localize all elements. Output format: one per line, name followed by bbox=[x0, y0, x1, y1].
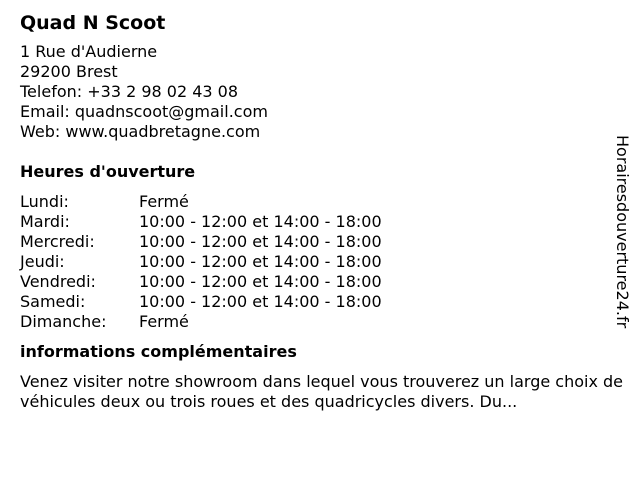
info-description: Venez visiter notre showroom dans lequel vous trouverez un large choix de véhicules deux ou trois roues et des quadricycles divers. Du... bbox=[20, 372, 624, 411]
hours-row-lundi bbox=[20, 192, 615, 212]
business-name: Quad N Scoot bbox=[20, 12, 166, 34]
hours-value: 10:00 - 12:00 et 14:00 - 18:00 bbox=[139, 232, 382, 251]
hours-day: Lundi: bbox=[20, 192, 69, 211]
contact-block bbox=[20, 42, 615, 142]
website: Web: www.quadbretagne.com bbox=[20, 122, 261, 141]
hours-value: Fermé bbox=[139, 192, 189, 211]
hours-day: Jeudi: bbox=[20, 252, 65, 271]
hours-value: 10:00 - 12:00 et 14:00 - 18:00 bbox=[139, 292, 382, 311]
hours-value: 10:00 - 12:00 et 14:00 - 18:00 bbox=[139, 272, 382, 291]
hours-value: 10:00 - 12:00 et 14:00 - 18:00 bbox=[139, 212, 382, 231]
phone-number: Telefon: +33 2 98 02 43 08 bbox=[20, 82, 239, 101]
hours-row-vendredi bbox=[20, 272, 615, 292]
hours-row-mardi bbox=[20, 212, 615, 232]
hours-table bbox=[20, 192, 615, 332]
info-heading: informations complémentaires bbox=[20, 342, 297, 361]
address-city: 29200 Brest bbox=[20, 62, 118, 81]
hours-row-jeudi bbox=[20, 252, 615, 272]
hours-day: Vendredi: bbox=[20, 272, 96, 291]
hours-heading: Heures d'ouverture bbox=[20, 162, 196, 181]
hours-value: Fermé bbox=[139, 312, 189, 331]
address-street: 1 Rue d'Audierne bbox=[20, 42, 158, 61]
hours-day: Dimanche: bbox=[20, 312, 107, 331]
hours-row-mercredi bbox=[20, 232, 615, 252]
hours-row-dimanche bbox=[20, 312, 615, 332]
email-address: Email: quadnscoot@gmail.com bbox=[20, 102, 268, 121]
site-watermark: Horairesdouverture24.fr bbox=[613, 135, 632, 329]
hours-day: Samedi: bbox=[20, 292, 86, 311]
hours-day: Mardi: bbox=[20, 212, 70, 231]
hours-row-samedi bbox=[20, 292, 615, 312]
hours-day: Mercredi: bbox=[20, 232, 95, 251]
hours-value: 10:00 - 12:00 et 14:00 - 18:00 bbox=[139, 252, 382, 271]
